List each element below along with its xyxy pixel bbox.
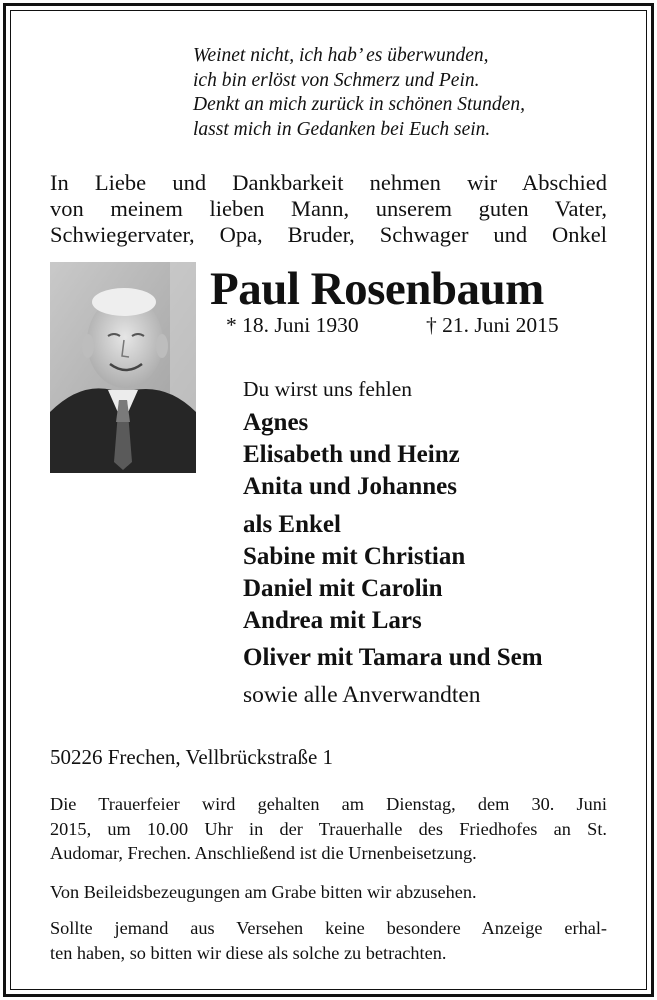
great-grandchildren-list: [243, 642, 543, 674]
poem-line: Denkt an mich zurück in schönen Stunden,: [193, 94, 525, 115]
poem-line: Weinet nicht, ich hab’ es überwunden,: [193, 45, 489, 66]
farewell-text: [50, 170, 607, 248]
mourner-name: Agnes: [243, 409, 309, 436]
death-date: † 21. Juni 2015: [426, 313, 559, 337]
poem-line: lasst mich in Gedanken bei Euch sein.: [193, 118, 491, 140]
deceased-name: Paul Rosenbaum: [210, 263, 544, 315]
memorial-poem: [193, 44, 525, 142]
notice-line: Die Trauerfeier wird gehalten am Dienstag, dem 30. Juni: [50, 794, 607, 814]
farewell-line: Schwiegervater, Opa, Bruder, Schwager und Onkel: [50, 222, 607, 247]
notice-line: 2015, um 10.00 Uhr in der Trauerhalle des Friedhofes an St.: [50, 818, 607, 839]
condolences-notice: [50, 880, 607, 905]
mourner-name: Daniel mit Carolin: [243, 575, 443, 602]
mourner-name: Andrea mit Lars: [243, 607, 422, 634]
portrait-photo: [50, 262, 196, 473]
mourner-name: als Enkel: [243, 511, 341, 538]
mourners-intro: Du wirst uns fehlen: [243, 377, 412, 401]
children-list: [243, 407, 460, 503]
mourner-name: Oliver mit Tamara und Sem: [243, 644, 543, 671]
notice-line: Sollte jemand aus Versehen keine besondere Anzeige erhal-: [50, 918, 607, 938]
mourner-name: Sabine mit Christian: [243, 543, 466, 570]
notice-line: Audomar, Frechen. Anschließend ist die Urnenbeisetzung.: [50, 843, 477, 863]
notice-line: ten haben, so bitten wir diese als solche zu betrachten.: [50, 942, 447, 963]
funeral-notice: [50, 792, 607, 866]
farewell-line: von meinem lieben Mann, unserem guten Vater,: [50, 196, 607, 221]
mourner-name: Elisabeth und Heinz: [243, 441, 460, 468]
address: 50226 Frechen, Vellbrückstraße 1: [50, 745, 334, 769]
birth-date: * 18. Juni 1930: [226, 313, 359, 337]
no-notice-notice: [50, 916, 607, 965]
grandchildren-list: [243, 509, 465, 637]
relatives-line: sowie alle Anverwandten: [243, 682, 481, 708]
farewell-line: In Liebe und Dankbarkeit nehmen wir Abschied: [50, 170, 607, 195]
notice-line: Von Beileidsbezeugungen am Grabe bitten wir abzusehen.: [50, 882, 477, 902]
mourner-name: Anita und Johannes: [243, 473, 457, 500]
poem-line: ich bin erlöst von Schmerz und Pein.: [193, 69, 480, 91]
